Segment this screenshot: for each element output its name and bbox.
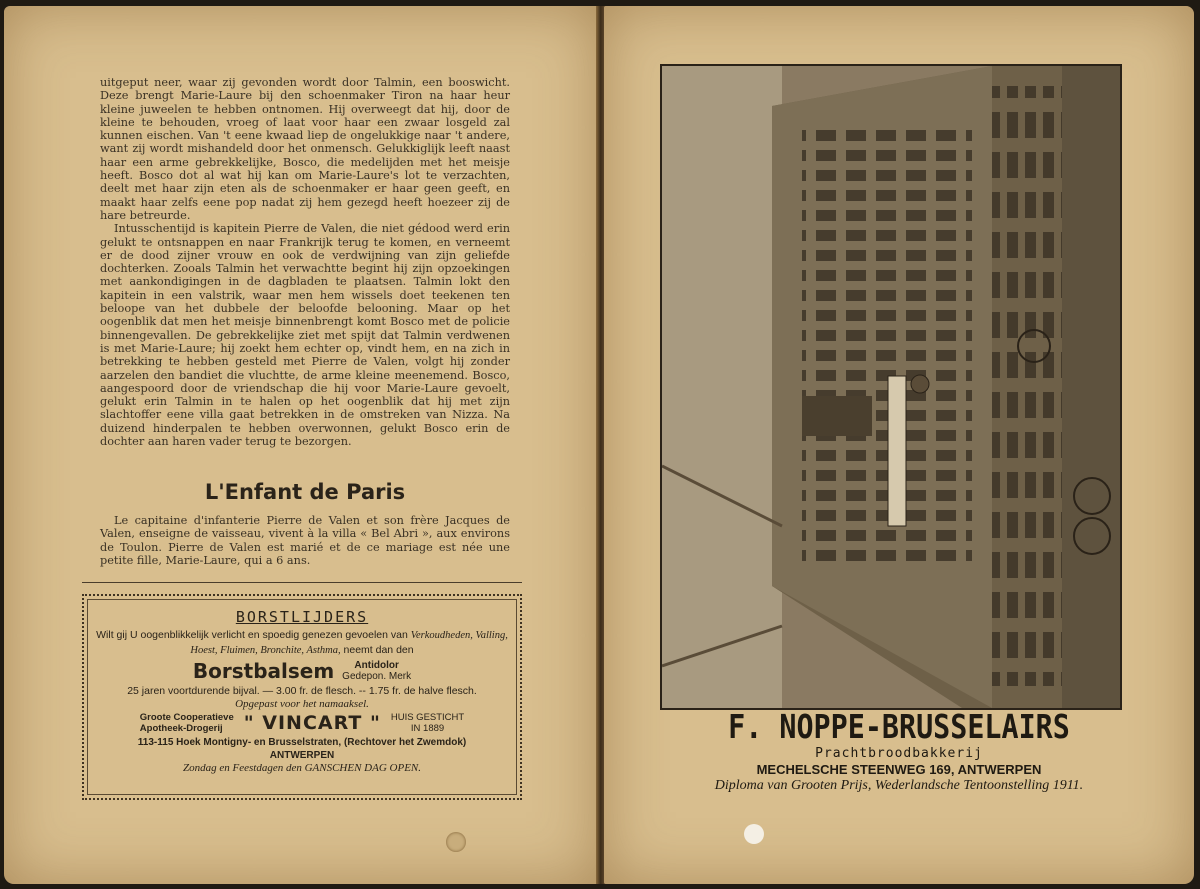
- ad-coop: [140, 712, 234, 734]
- bakery-photo: [660, 64, 1122, 710]
- ad-founded: [391, 712, 464, 734]
- film-heading: L'Enfant de Paris: [204, 480, 406, 504]
- right-page: [604, 6, 1194, 884]
- ad-vincart-row: [94, 712, 510, 734]
- story-paragraph: Intusschentijd is kapitein Pierre de Valen, die niet gédood werd erin gelukt te ontsnappen en naar Frankrijk terug te komen, en verneemt er de dood zijner vrouw en ook de verdwijning van zijn geliefde dochterken. Zooals Talmin het verwachtte begint hij zijn opzoekingen met aankondigingen in de dagbladen te plaatsen. Talmin lokt den kapitein in een valstrik, waar men hem wissels doet teekenen ten beloope van het dubbele der beloofde belooning. Maar op het oogenblik dat men het meisje binnenbrengt komt Bosco met de policie binnengevallen. De gebrekkelijke ziet met spijt dat Talmin verdwenen is met Marie-Laure; hij zoekt hem echter op, vindt hem, en na zich in betrekking te hebben gesteld met Pierre de Valen, volgt hij zonder aarzelen den bandiet die vluchtte, de arme kleine meenemend. Bosco, aangespoord door de vriendschap die hij voor Marie-Laure gevoelt, gelukt erin Talmin in te halen op het oogenblik dat hij met zijn slachtoffer eene villa gaat betrekken in de omstreken van Nizza. Na duizend hinderpalen te hebben overwonnen, gelukt Bosco erin de dochter aan haren vader terug te bezorgen.: [100, 222, 510, 449]
- ad-vincart: " VINCART ": [243, 712, 381, 734]
- ad-brand-trademark: Gedepon. Merk: [342, 671, 412, 682]
- ad-brand-antidolor: Antidolor: [354, 660, 399, 671]
- bakery-trade: Prachtbroodbakkerij: [815, 746, 983, 761]
- ad-address: 113-115 Hoek Montigny- en Brusselstraten, (Rechtover het Zwemdok): [137, 737, 467, 748]
- ad-brand-sub: [342, 660, 411, 682]
- bakery-building-illustration: [662, 66, 1120, 708]
- ad-intro-end: neemt dan den: [343, 644, 414, 656]
- ad-coop-line1: Groote Cooperatieve: [139, 712, 234, 723]
- story-paragraph: uitgeput neer, waar zij gevonden wordt door Talmin, een booswicht. Deze brengt Marie-Laure bij den schoenmaker Tiron na haar heur kleine juweelen te hebben ontnomen. Hij overweegt dat hij, door de kleine te behouden, vroeg of laat voor haar een zwaar losgeld zal kunnen eischen. Van 't eene kwaad liep de ongelukkige naar 't andere, want zij wordt mishandeld door het onmensch. Gelukkiglijk leeft naast haar een arme gebrekkelijke, Bosco, die medelijden met het meisje heeft. Bosco dot al wat hij kan om Marie-Laure's lot te verzachten, deelt met haar zijn eten als de schoenmaker er haar geen geeft, en maakt haar zelfs eene pop nadat zij hem gezegd heeft hoezeer zij de hare betreurde.: [100, 76, 510, 222]
- ad-city: ANTWERPEN: [269, 750, 335, 761]
- punch-hole: [446, 832, 466, 852]
- advertisement-borstbalsem: [82, 594, 522, 800]
- ad-intro-text: Wilt gij U oogenblikkelijk verlicht en spoedig genezen gevoelen van: [96, 629, 408, 641]
- bakery-address: MECHELSCHE STEENWEG 169, ANTWERPEN: [756, 762, 1042, 777]
- bakery-caption: [644, 708, 1154, 794]
- ad-opening: Zondag en Feestdagen den GANSCHEN DAG OPEN.: [183, 762, 421, 774]
- ad-brand-row: [94, 659, 510, 683]
- ad-brand: Borstbalsem: [192, 659, 335, 683]
- ad-warning: Opgepast voor het namaaksel.: [235, 698, 369, 710]
- story-text: [100, 76, 510, 448]
- french-paragraph: Le capitaine d'infanterie Pierre de Valen et son frère Jacques de Valen, enseigne de vaisseau, vivent à la villa « Bel Abri », aux environs de Toulon. Pierre de Valen est marié et de ce mariage est née une petite fille, Marie-Laure, qui a 6 ans.: [100, 514, 510, 567]
- left-page: [4, 6, 598, 884]
- ad-intro: [94, 628, 510, 658]
- bakery-name: F. NOPPE-BRUSSELAIRS: [728, 707, 1070, 746]
- bakery-diploma: Diploma van Grooten Prijs, Wederlandsche Tentoonstelling 1911.: [714, 778, 1084, 793]
- divider: [82, 582, 522, 583]
- ad-coop-line2: Apotheek-Drogerij: [139, 723, 223, 734]
- ad-ailments: Verkoudheden, Valling, Hoest, Fluimen, Bronchite, Asthma,: [190, 630, 508, 656]
- ad-founded-line2: IN 1889: [410, 723, 445, 734]
- ad-price: 25 jaren voortdurende bijval. — 3.00 fr. de flesch. -- 1.75 fr. de halve flesch.: [127, 685, 477, 697]
- punch-hole: [744, 824, 764, 844]
- ad-founded-line1: HUIS GESTICHT: [390, 712, 465, 723]
- ad-title: BORSTLIJDERS: [235, 608, 369, 626]
- french-synopsis: [100, 514, 510, 567]
